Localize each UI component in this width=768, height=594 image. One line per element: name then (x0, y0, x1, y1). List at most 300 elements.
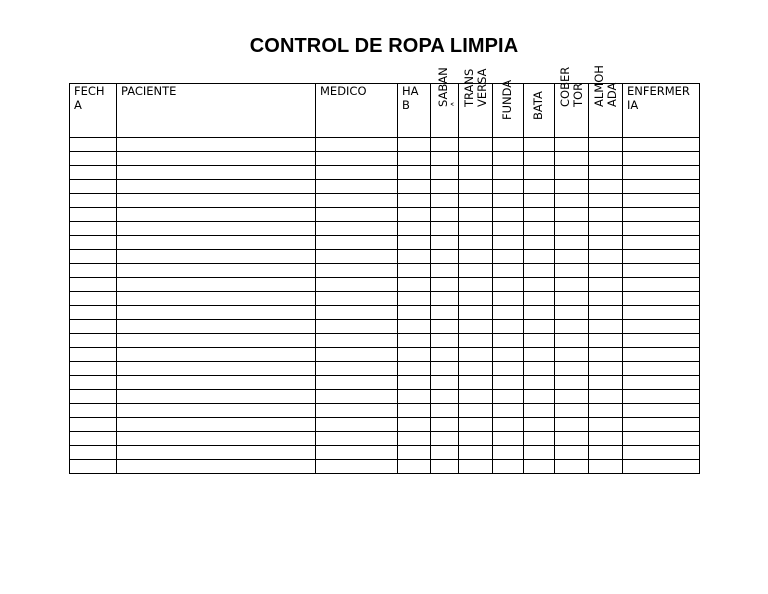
column-header-enfermeria (623, 84, 700, 138)
cell-enfermeria[interactable] (623, 460, 700, 474)
column-header-cobertor (555, 66, 589, 138)
cell-almohada[interactable] (589, 390, 623, 404)
cell-funda[interactable] (493, 348, 524, 362)
cell-medico[interactable] (316, 390, 398, 404)
cell-paciente[interactable] (117, 376, 316, 390)
cell-saban[interactable] (431, 460, 459, 474)
cell-cobertor[interactable] (555, 460, 589, 474)
cell-funda[interactable] (493, 334, 524, 348)
column-header-saban (431, 67, 463, 138)
cell-hab[interactable] (398, 222, 431, 236)
cell-bata[interactable] (524, 222, 555, 236)
cell-almohada[interactable] (589, 236, 623, 250)
cell-paciente[interactable] (117, 208, 316, 222)
cell-bata[interactable] (524, 376, 555, 390)
cell-hab[interactable] (398, 432, 431, 446)
cell-medico[interactable] (316, 460, 398, 474)
cell-paciente[interactable] (117, 152, 316, 166)
cell-transversa[interactable] (459, 446, 493, 460)
cell-medico[interactable] (316, 320, 398, 334)
cell-saban[interactable] (431, 362, 459, 376)
cell-transversa[interactable] (459, 292, 493, 306)
table-row (70, 376, 700, 390)
cell-medico[interactable] (316, 236, 398, 250)
cell-paciente[interactable] (117, 138, 316, 152)
cell-almohada[interactable] (589, 348, 623, 362)
cell-paciente[interactable] (117, 222, 316, 236)
cell-paciente[interactable] (117, 278, 316, 292)
cell-medico[interactable] (316, 348, 398, 362)
cell-cobertor[interactable] (555, 348, 589, 362)
cell-saban[interactable] (431, 306, 459, 320)
cell-almohada[interactable] (589, 264, 623, 278)
cell-fecha[interactable] (70, 236, 117, 250)
cell-transversa[interactable] (459, 208, 493, 222)
cell-hab[interactable] (398, 348, 431, 362)
cell-transversa[interactable] (459, 306, 493, 320)
cell-paciente[interactable] (117, 180, 316, 194)
table-row (70, 222, 700, 236)
cell-medico[interactable] (316, 306, 398, 320)
cell-bata[interactable] (524, 236, 555, 250)
cell-medico[interactable] (316, 292, 398, 306)
cell-cobertor[interactable] (555, 208, 589, 222)
cell-paciente[interactable] (117, 236, 316, 250)
cell-funda[interactable] (493, 194, 524, 208)
cell-hab[interactable] (398, 250, 431, 264)
column-header-enfermeria-label: ENFERMER IA (627, 84, 690, 112)
cell-enfermeria[interactable] (623, 292, 700, 306)
cell-almohada[interactable] (589, 208, 623, 222)
cell-fecha[interactable] (70, 166, 117, 180)
table-row (70, 152, 700, 166)
cell-bata[interactable] (524, 390, 555, 404)
cell-almohada[interactable] (589, 292, 623, 306)
column-header-saban-label: SABAN ˄ (435, 67, 463, 107)
table-row (70, 362, 700, 376)
cell-enfermeria[interactable] (623, 222, 700, 236)
cell-hab[interactable] (398, 180, 431, 194)
cell-saban[interactable] (431, 208, 459, 222)
table-row (70, 292, 700, 306)
cell-bata[interactable] (524, 264, 555, 278)
cell-medico[interactable] (316, 180, 398, 194)
column-header-bata-label: BATA (531, 91, 545, 120)
cell-bata[interactable] (524, 138, 555, 152)
table-row (70, 446, 700, 460)
cell-almohada[interactable] (589, 306, 623, 320)
cell-transversa[interactable] (459, 418, 493, 432)
cell-medico[interactable] (316, 432, 398, 446)
cell-cobertor[interactable] (555, 362, 589, 376)
cell-bata[interactable] (524, 460, 555, 474)
column-header-cobertor-label: COBER TOR (557, 66, 585, 107)
cell-fecha[interactable] (70, 320, 117, 334)
column-header-medico (316, 84, 398, 138)
cell-paciente[interactable] (117, 306, 316, 320)
cell-enfermeria[interactable] (623, 180, 700, 194)
cell-enfermeria[interactable] (623, 334, 700, 348)
cell-saban[interactable] (431, 180, 459, 194)
cell-fecha[interactable] (70, 432, 117, 446)
cell-hab[interactable] (398, 208, 431, 222)
cell-medico[interactable] (316, 222, 398, 236)
cell-medico[interactable] (316, 404, 398, 418)
cell-saban[interactable] (431, 166, 459, 180)
cell-cobertor[interactable] (555, 180, 589, 194)
cell-paciente[interactable] (117, 334, 316, 348)
cell-cobertor[interactable] (555, 418, 589, 432)
cell-fecha[interactable] (70, 264, 117, 278)
cell-saban[interactable] (431, 334, 459, 348)
cell-cobertor[interactable] (555, 376, 589, 390)
cell-paciente[interactable] (117, 446, 316, 460)
cell-funda[interactable] (493, 236, 524, 250)
cell-bata[interactable] (524, 194, 555, 208)
cell-enfermeria[interactable] (623, 152, 700, 166)
cell-funda[interactable] (493, 222, 524, 236)
cell-paciente[interactable] (117, 404, 316, 418)
table-row (70, 278, 700, 292)
cell-cobertor[interactable] (555, 264, 589, 278)
cell-almohada[interactable] (589, 166, 623, 180)
cell-hab[interactable] (398, 376, 431, 390)
cell-fecha[interactable] (70, 152, 117, 166)
cell-fecha[interactable] (70, 250, 117, 264)
cell-fecha[interactable] (70, 138, 117, 152)
cell-saban[interactable] (431, 404, 459, 418)
cell-saban[interactable] (431, 348, 459, 362)
cell-transversa[interactable] (459, 250, 493, 264)
cell-paciente[interactable] (117, 460, 316, 474)
cell-transversa[interactable] (459, 194, 493, 208)
cell-enfermeria[interactable] (623, 166, 700, 180)
cell-cobertor[interactable] (555, 390, 589, 404)
cell-bata[interactable] (524, 180, 555, 194)
cell-fecha[interactable] (70, 194, 117, 208)
cell-paciente[interactable] (117, 292, 316, 306)
cell-bata[interactable] (524, 166, 555, 180)
cell-saban[interactable] (431, 236, 459, 250)
cell-medico[interactable] (316, 418, 398, 432)
cell-fecha[interactable] (70, 390, 117, 404)
cell-paciente[interactable] (117, 250, 316, 264)
cell-transversa[interactable] (459, 320, 493, 334)
cell-transversa[interactable] (459, 278, 493, 292)
cell-bata[interactable] (524, 334, 555, 348)
clean-linen-control-table (69, 65, 700, 474)
cell-enfermeria[interactable] (623, 278, 700, 292)
cell-transversa[interactable] (459, 460, 493, 474)
cell-hab[interactable] (398, 264, 431, 278)
cell-enfermeria[interactable] (623, 250, 700, 264)
cell-enfermeria[interactable] (623, 362, 700, 376)
cell-funda[interactable] (493, 264, 524, 278)
table-row (70, 460, 700, 474)
cell-medico[interactable] (316, 362, 398, 376)
table-row (70, 208, 700, 222)
cell-funda[interactable] (493, 138, 524, 152)
cell-almohada[interactable] (589, 180, 623, 194)
cell-saban[interactable] (431, 446, 459, 460)
cell-saban[interactable] (431, 376, 459, 390)
cell-funda[interactable] (493, 376, 524, 390)
cell-bata[interactable] (524, 446, 555, 460)
cell-medico[interactable] (316, 334, 398, 348)
cell-funda[interactable] (493, 250, 524, 264)
cell-funda[interactable] (493, 180, 524, 194)
table-row (70, 432, 700, 446)
cell-saban[interactable] (431, 152, 459, 166)
table-row (70, 306, 700, 320)
cell-saban[interactable] (431, 320, 459, 334)
cell-bata[interactable] (524, 152, 555, 166)
table-row (70, 264, 700, 278)
cell-saban[interactable] (431, 194, 459, 208)
cell-hab[interactable] (398, 418, 431, 432)
cell-hab[interactable] (398, 460, 431, 474)
cell-paciente[interactable] (117, 432, 316, 446)
cell-fecha[interactable] (70, 348, 117, 362)
cell-funda[interactable] (493, 418, 524, 432)
cell-fecha[interactable] (70, 222, 117, 236)
cell-cobertor[interactable] (555, 432, 589, 446)
cell-transversa[interactable] (459, 222, 493, 236)
cell-funda[interactable] (493, 432, 524, 446)
cell-paciente[interactable] (117, 390, 316, 404)
cell-medico[interactable] (316, 376, 398, 390)
cell-fecha[interactable] (70, 418, 117, 432)
cell-enfermeria[interactable] (623, 306, 700, 320)
cell-almohada[interactable] (589, 376, 623, 390)
cell-bata[interactable] (524, 208, 555, 222)
cell-medico[interactable] (316, 208, 398, 222)
cell-bata[interactable] (524, 432, 555, 446)
cell-transversa[interactable] (459, 432, 493, 446)
table-row (70, 334, 700, 348)
cell-hab[interactable] (398, 236, 431, 250)
cell-bata[interactable] (524, 404, 555, 418)
cell-almohada[interactable] (589, 152, 623, 166)
cell-fecha[interactable] (70, 446, 117, 460)
cell-hab[interactable] (398, 152, 431, 166)
cell-almohada[interactable] (589, 320, 623, 334)
cell-enfermeria[interactable] (623, 432, 700, 446)
cell-transversa[interactable] (459, 334, 493, 348)
cell-bata[interactable] (524, 278, 555, 292)
column-header-funda (493, 79, 524, 138)
column-header-hab (398, 84, 431, 138)
cell-funda[interactable] (493, 166, 524, 180)
cell-fecha[interactable] (70, 292, 117, 306)
cell-hab[interactable] (398, 166, 431, 180)
cell-hab[interactable] (398, 306, 431, 320)
cell-transversa[interactable] (459, 348, 493, 362)
cell-almohada[interactable] (589, 138, 623, 152)
cell-transversa[interactable] (459, 138, 493, 152)
cell-enfermeria[interactable] (623, 320, 700, 334)
column-header-transversa (459, 68, 493, 138)
cell-fecha[interactable] (70, 306, 117, 320)
cell-saban[interactable] (431, 250, 459, 264)
cell-hab[interactable] (398, 334, 431, 348)
cell-saban[interactable] (431, 432, 459, 446)
cell-transversa[interactable] (459, 152, 493, 166)
table-row (70, 404, 700, 418)
cell-enfermeria[interactable] (623, 446, 700, 460)
cell-bata[interactable] (524, 348, 555, 362)
cell-cobertor[interactable] (555, 320, 589, 334)
cell-medico[interactable] (316, 194, 398, 208)
cell-transversa[interactable] (459, 390, 493, 404)
cell-almohada[interactable] (589, 334, 623, 348)
cell-medico[interactable] (316, 152, 398, 166)
cell-paciente[interactable] (117, 348, 316, 362)
cell-bata[interactable] (524, 250, 555, 264)
cell-cobertor[interactable] (555, 152, 589, 166)
cell-almohada[interactable] (589, 278, 623, 292)
cell-almohada[interactable] (589, 404, 623, 418)
table-row (70, 180, 700, 194)
cell-paciente[interactable] (117, 264, 316, 278)
cell-almohada[interactable] (589, 446, 623, 460)
cell-cobertor[interactable] (555, 250, 589, 264)
cell-medico[interactable] (316, 250, 398, 264)
cell-medico[interactable] (316, 278, 398, 292)
cell-paciente[interactable] (117, 320, 316, 334)
cell-transversa[interactable] (459, 264, 493, 278)
column-header-almohada (589, 65, 623, 138)
cell-medico[interactable] (316, 166, 398, 180)
cell-funda[interactable] (493, 446, 524, 460)
cell-paciente[interactable] (117, 166, 316, 180)
cell-cobertor[interactable] (555, 334, 589, 348)
cell-cobertor[interactable] (555, 194, 589, 208)
cell-bata[interactable] (524, 418, 555, 432)
column-header-medico-label: MEDICO (320, 84, 367, 98)
table-row (70, 138, 700, 152)
cell-bata[interactable] (524, 362, 555, 376)
cell-paciente[interactable] (117, 362, 316, 376)
cell-paciente[interactable] (117, 418, 316, 432)
cell-cobertor[interactable] (555, 306, 589, 320)
cell-enfermeria[interactable] (623, 376, 700, 390)
cell-hab[interactable] (398, 404, 431, 418)
cell-funda[interactable] (493, 306, 524, 320)
cell-hab[interactable] (398, 320, 431, 334)
cell-cobertor[interactable] (555, 446, 589, 460)
cell-fecha[interactable] (70, 460, 117, 474)
cell-hab[interactable] (398, 390, 431, 404)
column-header-bata (524, 84, 555, 138)
cell-enfermeria[interactable] (623, 348, 700, 362)
cell-fecha[interactable] (70, 208, 117, 222)
cell-saban[interactable] (431, 292, 459, 306)
cell-enfermeria[interactable] (623, 194, 700, 208)
cell-funda[interactable] (493, 208, 524, 222)
cell-fecha[interactable] (70, 362, 117, 376)
cell-bata[interactable] (524, 306, 555, 320)
cell-cobertor[interactable] (555, 404, 589, 418)
cell-almohada[interactable] (589, 460, 623, 474)
page-title: CONTROL DE ROPA LIMPIA (249, 35, 519, 57)
cell-cobertor[interactable] (555, 166, 589, 180)
cell-funda[interactable] (493, 292, 524, 306)
cell-almohada[interactable] (589, 432, 623, 446)
cell-fecha[interactable] (70, 376, 117, 390)
cell-paciente[interactable] (117, 194, 316, 208)
cell-cobertor[interactable] (555, 292, 589, 306)
cell-funda[interactable] (493, 460, 524, 474)
cell-enfermeria[interactable] (623, 138, 700, 152)
cell-saban[interactable] (431, 264, 459, 278)
table-header-row (70, 84, 700, 138)
cell-hab[interactable] (398, 278, 431, 292)
cell-almohada[interactable] (589, 250, 623, 264)
cell-saban[interactable] (431, 222, 459, 236)
cell-fecha[interactable] (70, 404, 117, 418)
cell-enfermeria[interactable] (623, 208, 700, 222)
cell-funda[interactable] (493, 278, 524, 292)
cell-almohada[interactable] (589, 194, 623, 208)
table-row (70, 390, 700, 404)
cell-almohada[interactable] (589, 222, 623, 236)
cell-enfermeria[interactable] (623, 264, 700, 278)
cell-almohada[interactable] (589, 362, 623, 376)
cell-hab[interactable] (398, 138, 431, 152)
cell-medico[interactable] (316, 264, 398, 278)
cell-bata[interactable] (524, 292, 555, 306)
cell-hab[interactable] (398, 292, 431, 306)
cell-fecha[interactable] (70, 180, 117, 194)
cell-enfermeria[interactable] (623, 390, 700, 404)
cell-transversa[interactable] (459, 362, 493, 376)
cell-hab[interactable] (398, 446, 431, 460)
cell-bata[interactable] (524, 320, 555, 334)
cell-funda[interactable] (493, 390, 524, 404)
cell-cobertor[interactable] (555, 138, 589, 152)
cell-hab[interactable] (398, 194, 431, 208)
cell-transversa[interactable] (459, 180, 493, 194)
cell-saban[interactable] (431, 278, 459, 292)
column-header-paciente (117, 84, 316, 138)
cell-saban[interactable] (431, 390, 459, 404)
cell-enfermeria[interactable] (623, 404, 700, 418)
cell-enfermeria[interactable] (623, 236, 700, 250)
cell-saban[interactable] (431, 138, 459, 152)
cell-fecha[interactable] (70, 334, 117, 348)
cell-cobertor[interactable] (555, 222, 589, 236)
cell-medico[interactable] (316, 138, 398, 152)
cell-transversa[interactable] (459, 404, 493, 418)
cell-transversa[interactable] (459, 236, 493, 250)
cell-hab[interactable] (398, 362, 431, 376)
cell-funda[interactable] (493, 320, 524, 334)
cell-transversa[interactable] (459, 376, 493, 390)
cell-enfermeria[interactable] (623, 418, 700, 432)
cell-transversa[interactable] (459, 166, 493, 180)
cell-funda[interactable] (493, 404, 524, 418)
cell-funda[interactable] (493, 362, 524, 376)
cell-medico[interactable] (316, 446, 398, 460)
column-header-funda-label: FUNDA (500, 79, 514, 120)
cell-cobertor[interactable] (555, 278, 589, 292)
cell-saban[interactable] (431, 418, 459, 432)
cell-funda[interactable] (493, 152, 524, 166)
cell-cobertor[interactable] (555, 236, 589, 250)
cell-almohada[interactable] (589, 418, 623, 432)
cell-fecha[interactable] (70, 278, 117, 292)
